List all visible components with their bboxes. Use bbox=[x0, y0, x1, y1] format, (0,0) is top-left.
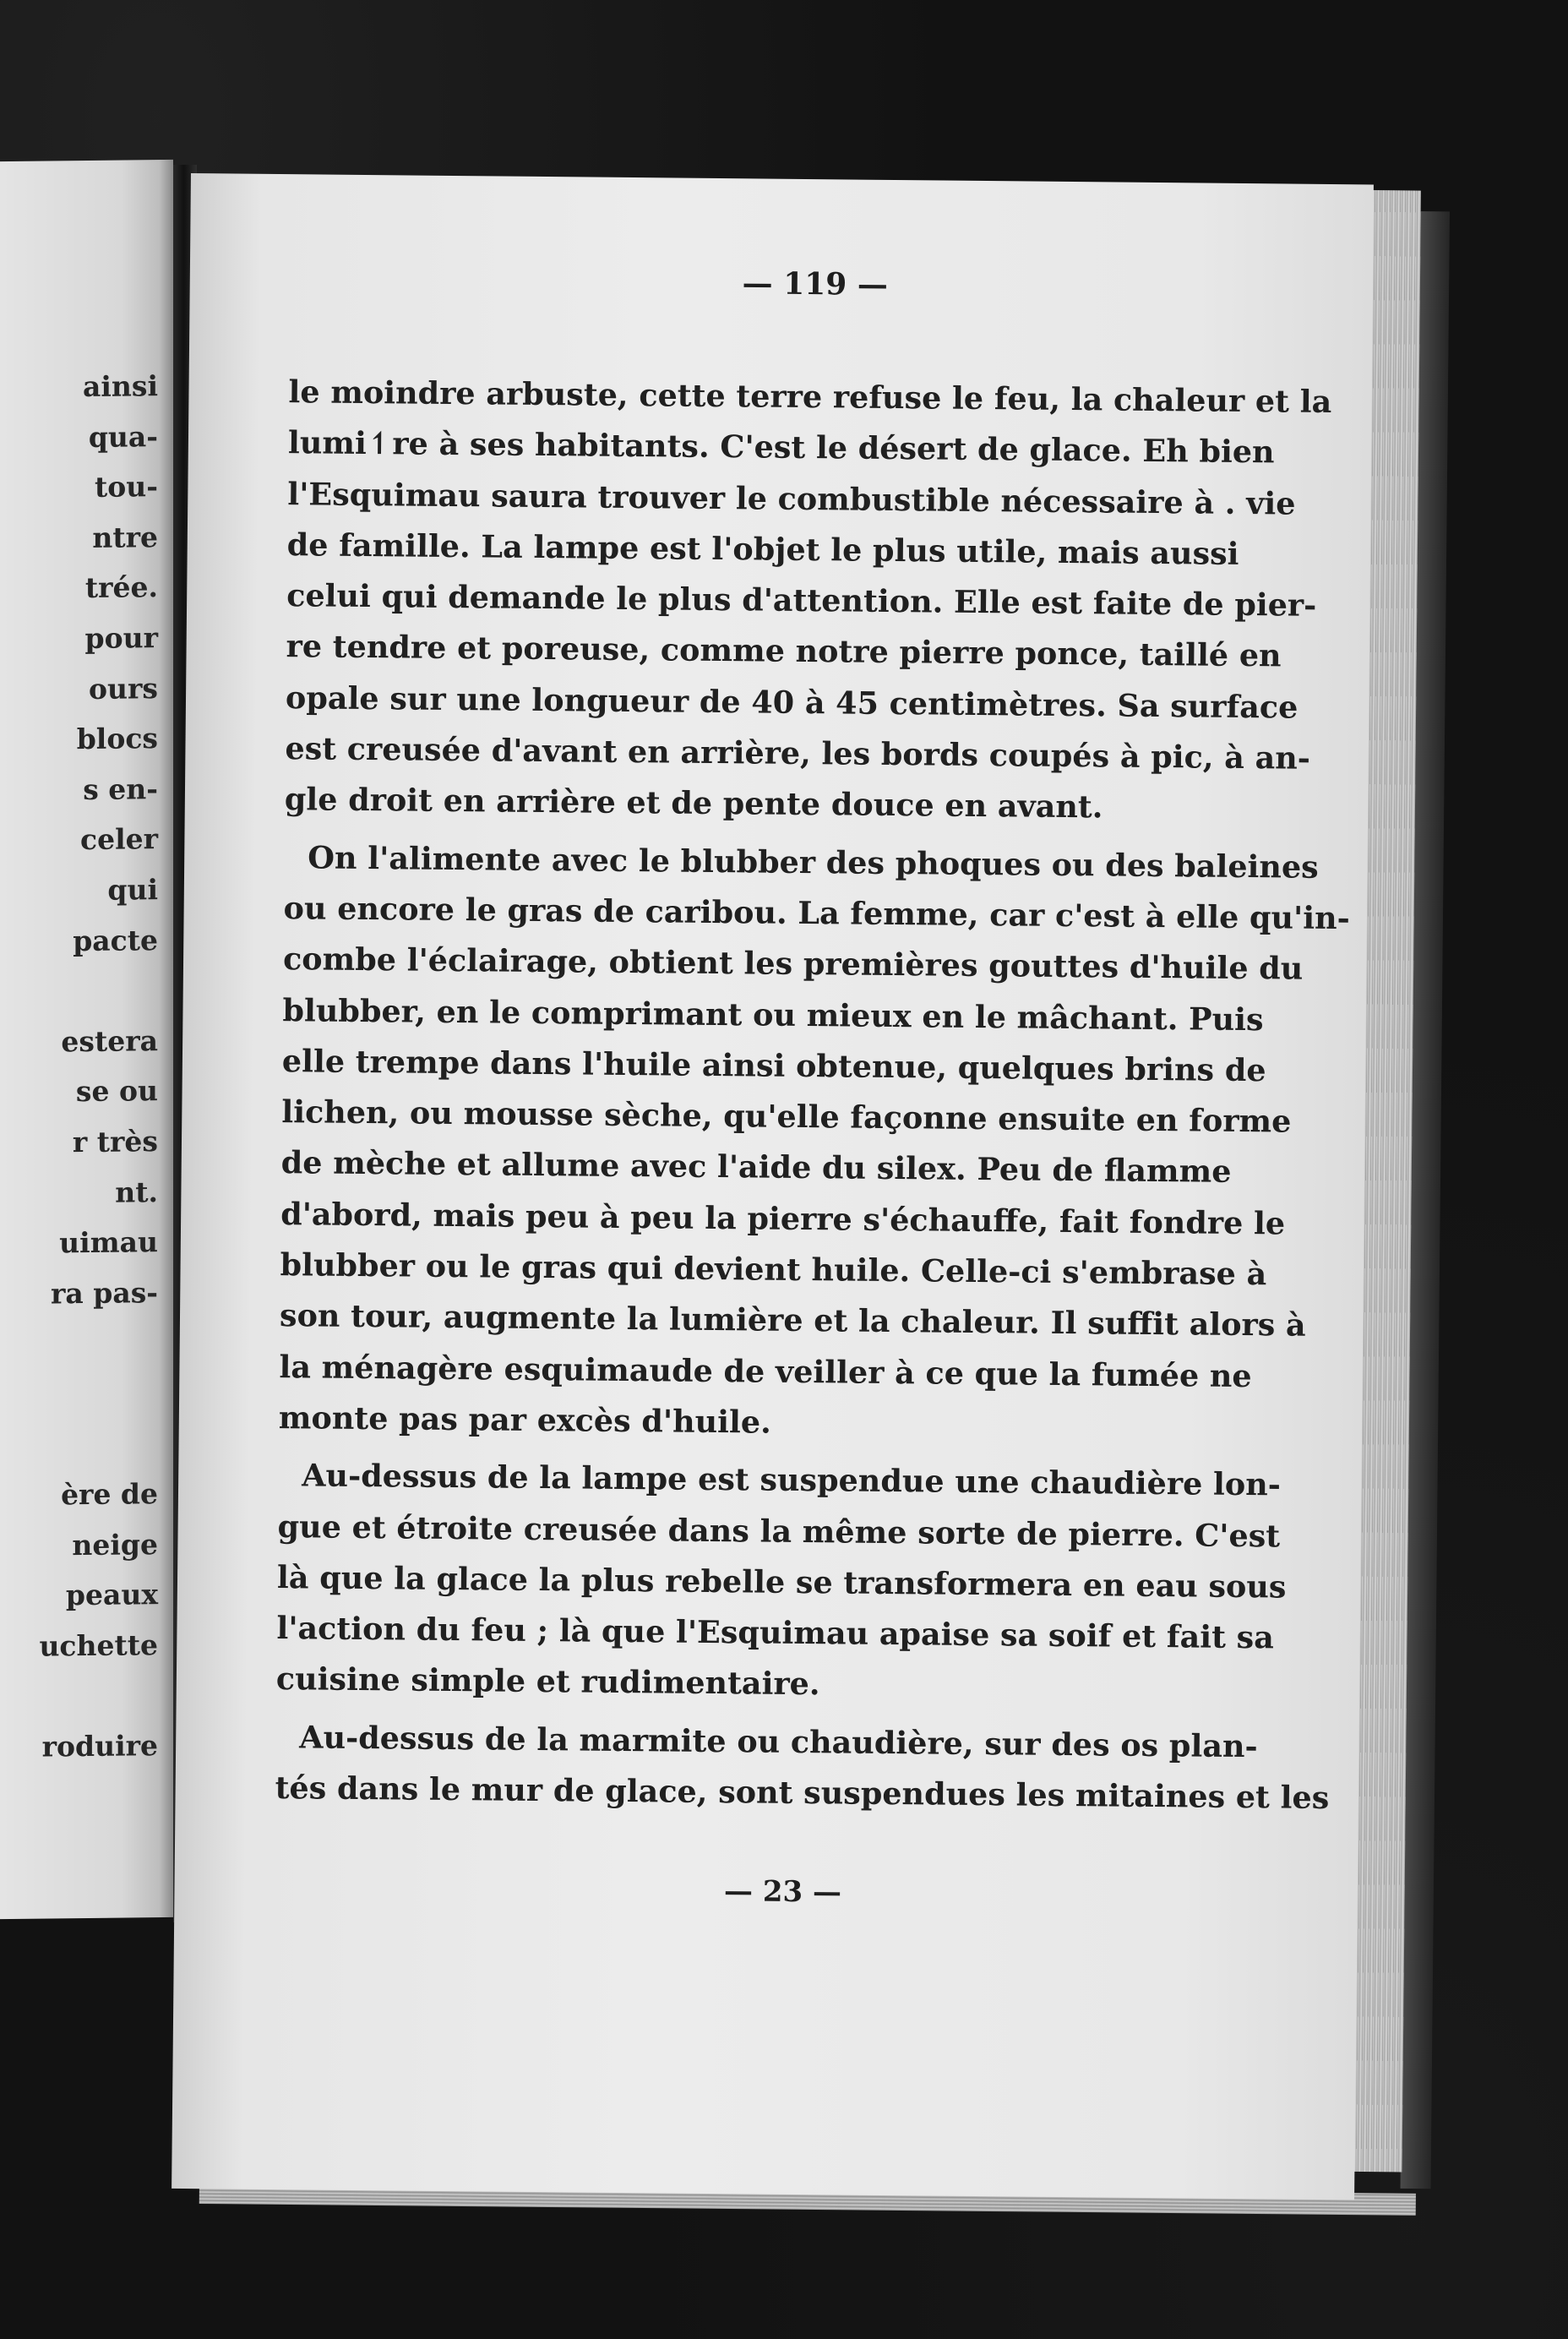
text-line: Au-dessus de la lampe est suspendue une chaudière lon- bbox=[302, 1457, 1282, 1503]
text-line: opale sur une longueur de 40 à 45 centimètres. Sa surface bbox=[285, 679, 1298, 726]
left-page-line: tou- bbox=[95, 470, 158, 504]
text-line: lumi↿re à ses habitants. C'est le désert de glace. Eh bien bbox=[287, 424, 1275, 471]
text-line: monte pas par excès d'huile. bbox=[278, 1399, 772, 1441]
left-page-line: trée. bbox=[84, 570, 158, 605]
left-page-line: blocs bbox=[76, 722, 158, 756]
left-page-line: r très bbox=[72, 1125, 158, 1159]
text-line: elle trempe dans l'huile ainsi obtenue, quelques brins de bbox=[281, 1042, 1266, 1089]
left-page-line bbox=[39, 1419, 158, 1470]
text-line: son tour, augmente la lumière et la chaleur. Il suffit alors à bbox=[279, 1297, 1306, 1344]
left-page-line: ère de bbox=[61, 1477, 158, 1512]
left-page-line: nt. bbox=[115, 1175, 158, 1209]
text-line: de famille. La lampe est l'objet le plus utile, mais aussi bbox=[286, 526, 1239, 572]
text-line: lichen, ou mousse sèche, qu'elle façonne ensuite en forme bbox=[281, 1093, 1292, 1140]
text-line: gle droit en arrière et de pente douce en avant. bbox=[284, 781, 1103, 826]
left-page-line bbox=[39, 965, 158, 1017]
left-page bbox=[0, 160, 173, 1919]
left-page-line: ra pas- bbox=[51, 1275, 158, 1311]
page-number-bottom: — 23 — bbox=[723, 1874, 842, 1910]
right-page bbox=[172, 173, 1374, 2200]
text-line: d'abord, mais peu à peu la pierre s'échauffe, fait fondre le bbox=[280, 1195, 1286, 1242]
text-line: combe l'éclairage, obtient les premières gouttes d'huile du bbox=[282, 941, 1304, 987]
left-page-line: peaux bbox=[65, 1578, 158, 1612]
text-line: le moindre arbuste, cette terre refuse le feu, la chaleur et la bbox=[288, 373, 1332, 420]
text-line: tés dans le mur de glace, sont suspendues les mitaines et les bbox=[275, 1769, 1330, 1817]
body-text bbox=[275, 367, 1350, 1822]
text-line: la ménagère esquimaude de veiller à ce que la fumée ne bbox=[279, 1348, 1252, 1394]
left-page-text bbox=[39, 361, 158, 1772]
text-line: cuisine simple et rudimentaire. bbox=[275, 1660, 820, 1703]
left-page-line: pacte bbox=[73, 923, 158, 957]
left-page-line: ours bbox=[89, 671, 158, 706]
left-page-line: pour bbox=[84, 621, 158, 655]
left-page-line: ntre bbox=[92, 520, 158, 554]
text-line: On l'alimente avec le blubber des phoques ou des baleines bbox=[308, 839, 1319, 886]
text-line: gue et étroite creusée dans la même sorte de pierre. C'est bbox=[277, 1508, 1281, 1554]
left-page-line: ainsi bbox=[82, 369, 158, 404]
left-page-line: roduire bbox=[41, 1729, 158, 1764]
left-page-line: celer bbox=[79, 822, 158, 857]
text-line: l'Esquimau saura trouver le combustible nécessaire à . vie bbox=[287, 475, 1296, 522]
left-page-line bbox=[39, 1317, 158, 1369]
left-page-line: neige bbox=[72, 1527, 158, 1562]
text-line: celui qui demande le plus d'attention. Elle est faite de pier- bbox=[286, 577, 1317, 624]
text-line: blubber ou le gras qui devient huile. Celle-ci s'embrase à bbox=[280, 1246, 1267, 1293]
left-page-line: qui bbox=[107, 873, 158, 907]
text-line: l'action du feu ; là que l'Esquimau apaise sa soif et fait sa bbox=[276, 1610, 1275, 1656]
left-page-line: estera bbox=[61, 1023, 158, 1059]
left-page-line: se ou bbox=[75, 1074, 158, 1109]
page-number-top: — 119 — bbox=[742, 265, 889, 303]
text-line: re tendre et poreuse, comme notre pierre ponce, taillé en bbox=[286, 628, 1282, 674]
left-page-line: uchette bbox=[39, 1627, 158, 1663]
text-line: est creusée d'avant en arrière, les bords coupés à pic, à an- bbox=[285, 730, 1311, 777]
text-line: Au-dessus de la marmite ou chaudière, sur des os plan- bbox=[299, 1719, 1258, 1764]
left-page-line: s en- bbox=[83, 771, 158, 806]
left-page-line: qua- bbox=[88, 419, 158, 454]
text-line: là que la glace la plus rebelle se transformera en eau sous bbox=[276, 1558, 1287, 1606]
left-page-line bbox=[39, 1671, 158, 1722]
left-page-line: uimau bbox=[59, 1225, 158, 1260]
text-line: de mèche et allume avec l'aide du silex. Peu de flamme bbox=[280, 1144, 1232, 1191]
left-page-line bbox=[39, 1368, 158, 1420]
text-line: ou encore le gras de caribou. La femme, car c'est à elle qu'in- bbox=[283, 890, 1350, 937]
text-line: blubber, en le comprimant ou mieux en le mâchant. Puis bbox=[282, 991, 1264, 1038]
